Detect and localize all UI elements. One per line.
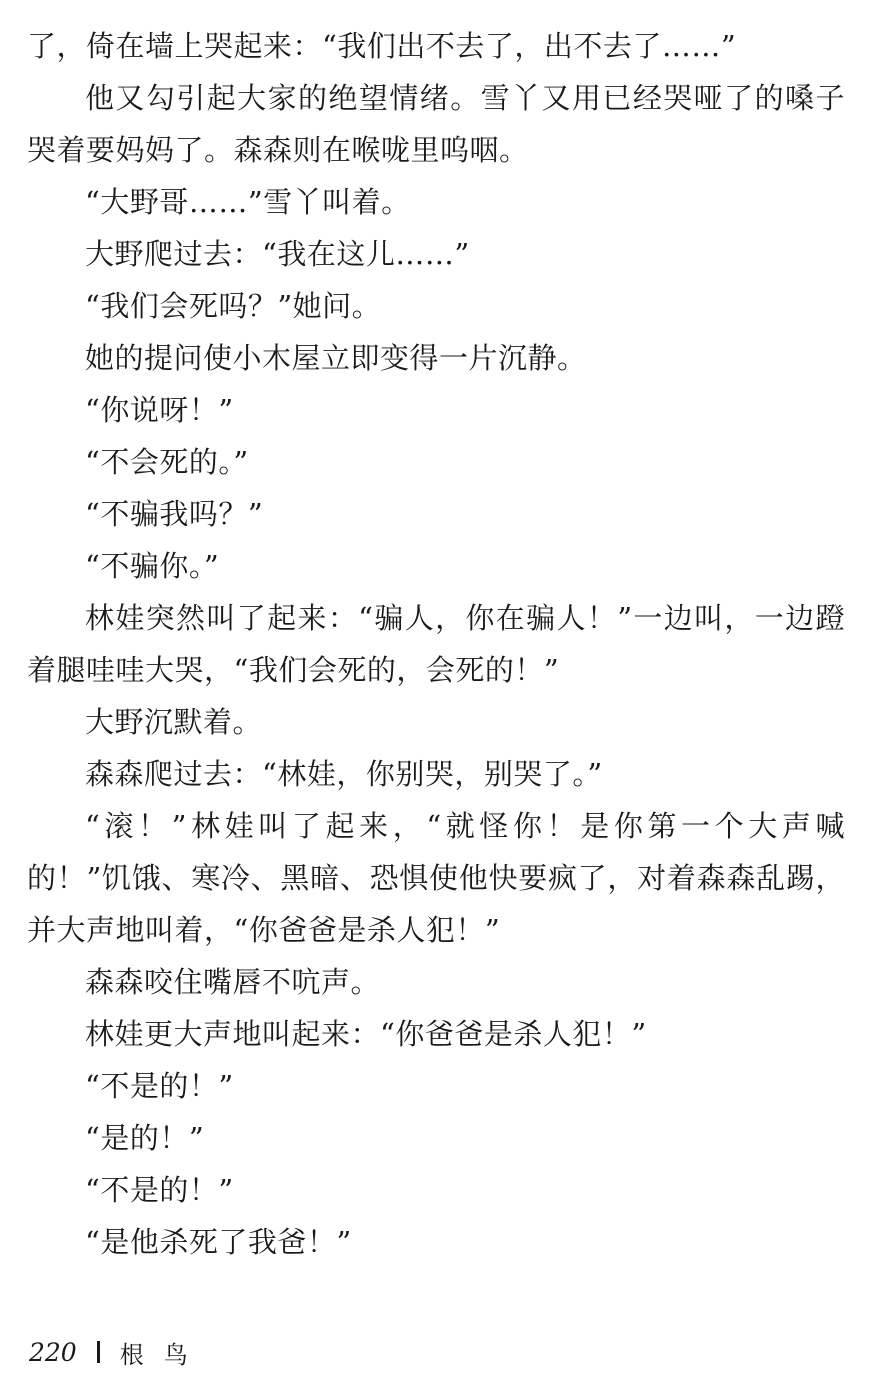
paragraph: “不是的！”: [85, 1173, 234, 1207]
running-title: 根鸟: [119, 1340, 208, 1369]
paragraph: 林娃突然叫了起来：“骗人，你在骗人！”一边叫，一边蹬着腿哇哇大哭，“我们会死的，会死的！”: [27, 601, 845, 687]
paragraph: “不骗你。”: [85, 549, 220, 583]
footer-divider: [97, 1341, 100, 1363]
paragraph: 了，倚在墙上哭起来：“我们出不去了，出不去了……”: [27, 29, 737, 63]
paragraph: “是的！”: [85, 1121, 205, 1155]
page-number: 220: [29, 1337, 77, 1367]
paragraph: 她的提问使小木屋立即变得一片沉静。: [85, 341, 587, 375]
paragraph: “滚！”林娃叫了起来，“就怪你！是你第一个大声喊的！”饥饿、寒冷、黑暗、恐惧使他快要疯了，对着森森乱踢，并大声地叫着，“你爸爸是杀人犯！”: [27, 809, 845, 947]
paragraph: “不会死的。”: [85, 445, 249, 479]
paragraph: 森森爬过去：“林娃，你别哭，别哭了。”: [85, 757, 603, 791]
paragraph: “你说呀！”: [85, 393, 234, 427]
paragraph: 他又勾引起大家的绝望情绪。雪丫又用已经哭哑了的嗓子哭着要妈妈了。森森则在喉咙里呜咽。: [27, 81, 845, 167]
paragraph: “大野哥……”雪丫叫着。: [85, 185, 411, 219]
paragraph: 大野沉默着。: [85, 705, 263, 739]
paragraph: 大野爬过去：“我在这儿……”: [85, 237, 470, 271]
paragraph: “是他杀死了我爸！”: [85, 1225, 352, 1259]
body-text: [27, 20, 845, 1268]
page-footer: [29, 1332, 208, 1372]
paragraph: “不是的！”: [85, 1069, 234, 1103]
paragraph: 林娃更大声地叫起来：“你爸爸是杀人犯！”: [85, 1017, 647, 1051]
paragraph: “不骗我吗？”: [85, 497, 264, 531]
paragraph: “我们会死吗？”她问。: [85, 289, 382, 323]
paragraph: 森森咬住嘴唇不吭声。: [85, 965, 381, 999]
